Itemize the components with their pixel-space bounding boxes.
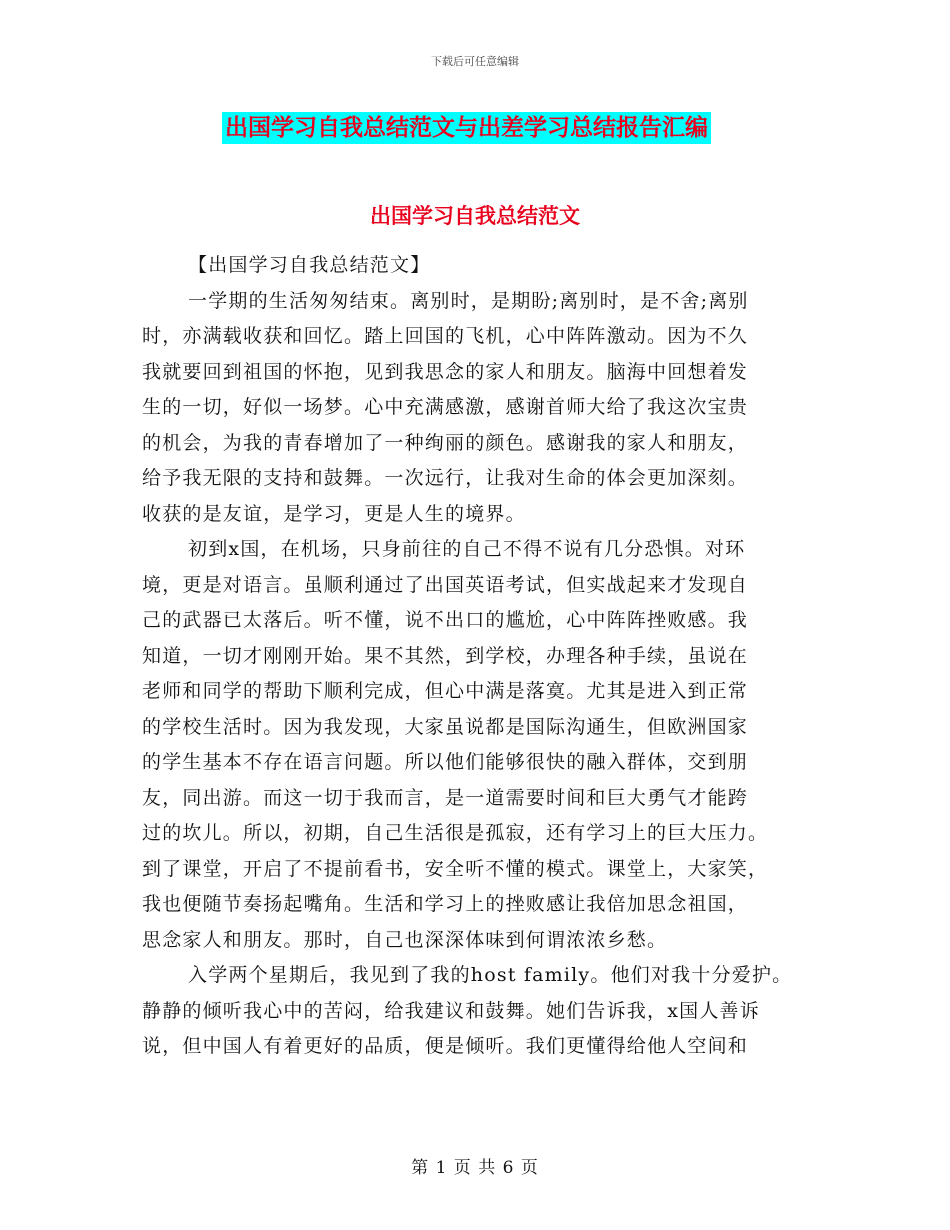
paragraph-line: 友，同出游。而这一切于我而言，是一道需要时间和巨大勇气才能跨 [142,786,749,809]
paragraph-line: 的学校生活时。因为我发现，大家虽说都是国际沟通生，但欧洲国家 [142,715,749,738]
paragraph-line: 思念家人和朋友。那时，自己也深深体味到何谓浓浓乡愁。 [142,928,668,951]
paragraph-line: 时，亦满载收获和回忆。踏上回国的飞机，心中阵阵激动。因为不久 [142,325,749,347]
paragraph-line: 境，更是对语言。虽顺利通过了出国英语考试，但实战起来才发现自 [142,573,749,596]
paragraph-line: 的学生基本不存在语言问题。所以他们能够很快的融入群体，交到朋 [142,751,749,773]
paragraph-line: 生的一切，好似一场梦。心中充满感激，感谢首师大给了我这次宝贵 [142,396,749,418]
paragraph-line: 过的坎儿。所以，初期，自己生活很是孤寂，还有学习上的巨大压力。 [142,822,769,844]
document-title: 出国学习自我总结范文与出差学习总结报告汇编 [222,112,711,144]
paragraph-line: 说，但中国人有着更好的品质，便是倾听。我们更懂得给他人空间和 [142,1035,749,1057]
paragraph-line: 初到x国，在机场，只身前往的自己不得不说有几分恐惧。对环 [188,538,746,560]
page-number-footer: 第 1 页 共 6 页 [411,1158,539,1178]
paragraph-line: 静静的倾听我心中的苦闷，给我建议和鼓舞。她们告诉我，x国人善诉 [142,999,760,1022]
paragraph-line: 老师和同学的帮助下顺利完成，但心中满是落寞。尤其是进入到正常 [142,680,749,702]
body-text [142,248,822,1065]
section-title: 出国学习自我总结范文 [370,204,580,228]
paragraph-line: 我就要回到祖国的怀抱，见到我思念的家人和朋友。脑海中回想着发 [142,360,749,383]
paragraph-line: 的机会，为我的青春增加了一种绚丽的颜色。感谢我的家人和朋友， [142,431,749,454]
page-header-note: 下载后可任意编辑 [431,55,519,68]
paragraph-line: 我也便随节奏扬起嘴角。生活和学习上的挫败感让我倍加思念祖国， [142,893,749,915]
paragraph-line: 到了课堂，开启了不提前看书，安全听不懂的模式。课堂上，大家笑， [142,857,769,880]
paragraph-line: 知道，一切才刚刚开始。果不其然，到学校，办理各种手续，虽说在 [142,644,749,667]
paragraph-line: 给予我无限的支持和鼓舞。一次远行，让我对生命的体会更加深刻。 [142,467,749,489]
paragraph-line: 收获的是友谊，是学习，更是人生的境界。 [142,502,526,525]
section-label: 【出国学习自我总结范文】 [188,254,431,276]
paragraph-line: 入学两个星期后，我见到了我的host family。他们对我十分爱护。 [188,964,793,986]
paragraph-line: 己的武器已太落后。听不懂，说不出口的尴尬，心中阵阵挫败感。我 [142,609,749,631]
paragraph-line: 一学期的生活匆匆结束。离别时，是期盼;离别时，是不舍;离别 [188,289,749,312]
